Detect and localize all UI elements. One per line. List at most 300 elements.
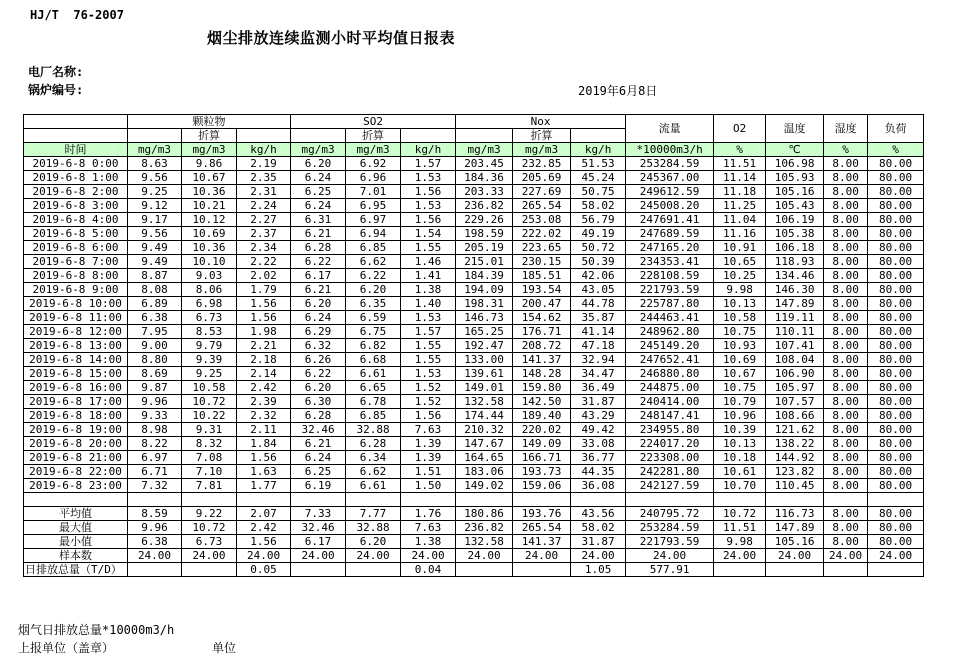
value-cell: 10.22 xyxy=(182,409,237,423)
time-cell: 2019-6-8 2:00 xyxy=(24,185,128,199)
value-cell: 10.25 xyxy=(714,269,766,283)
value-cell: 80.00 xyxy=(868,423,924,437)
value-cell: 6.24 xyxy=(291,199,346,213)
value-cell: 253.08 xyxy=(513,213,571,227)
value-cell: 49.42 xyxy=(571,423,626,437)
value-cell: 80.00 xyxy=(868,506,924,520)
value-cell: 8.53 xyxy=(182,325,237,339)
value-cell: 10.70 xyxy=(714,479,766,493)
unit-cell: mg/m3 xyxy=(346,143,401,157)
value-cell: 1.52 xyxy=(401,395,456,409)
value-cell: 193.76 xyxy=(513,506,571,520)
value-cell: 1.55 xyxy=(401,339,456,353)
value-cell: 2.42 xyxy=(237,520,291,534)
value-cell: 174.44 xyxy=(456,409,513,423)
value-cell: 225787.80 xyxy=(626,297,714,311)
value-cell: 6.82 xyxy=(346,339,401,353)
value-cell: 240414.00 xyxy=(626,395,714,409)
value-cell: 9.25 xyxy=(128,185,182,199)
value-cell: 253284.59 xyxy=(626,520,714,534)
value-cell: 80.00 xyxy=(868,227,924,241)
value-cell: 221793.59 xyxy=(626,534,714,548)
value-cell: 159.80 xyxy=(513,381,571,395)
value-cell: 10.75 xyxy=(714,325,766,339)
table-row xyxy=(24,283,924,297)
value-cell: 221793.59 xyxy=(626,283,714,297)
value-cell: 50.39 xyxy=(571,255,626,269)
value-cell: 51.53 xyxy=(571,157,626,171)
summary-label: 样本数 xyxy=(24,548,128,562)
value-cell: 6.19 xyxy=(291,479,346,493)
value-cell: 24.00 xyxy=(714,548,766,562)
time-cell: 2019-6-8 0:00 xyxy=(24,157,128,171)
time-cell: 2019-6-8 16:00 xyxy=(24,381,128,395)
summary-row xyxy=(24,534,924,548)
value-cell: 2.34 xyxy=(237,241,291,255)
value-cell: 245008.20 xyxy=(626,199,714,213)
value-cell: 43.05 xyxy=(571,283,626,297)
value-cell: 2.31 xyxy=(237,185,291,199)
value-cell: 106.90 xyxy=(766,367,824,381)
value-cell: 6.35 xyxy=(346,297,401,311)
value-cell: 222.02 xyxy=(513,227,571,241)
value-cell: 1.53 xyxy=(401,199,456,213)
table-row xyxy=(24,395,924,409)
time-cell: 2019-6-8 9:00 xyxy=(24,283,128,297)
value-cell: 193.54 xyxy=(513,283,571,297)
unit-cell: mg/m3 xyxy=(182,143,237,157)
group-header-so2: SO2 xyxy=(291,115,456,129)
value-cell: 1.56 xyxy=(401,185,456,199)
value-cell: 148.28 xyxy=(513,367,571,381)
empty-cell xyxy=(456,129,513,143)
value-cell xyxy=(128,562,182,576)
value-cell: 80.00 xyxy=(868,241,924,255)
value-cell: 80.00 xyxy=(868,297,924,311)
header-row-units xyxy=(24,143,924,157)
value-cell: 31.87 xyxy=(571,534,626,548)
value-cell: 6.73 xyxy=(182,311,237,325)
value-cell: 10.10 xyxy=(182,255,237,269)
value-cell xyxy=(513,562,571,576)
unit-cell: % xyxy=(714,143,766,157)
value-cell: 8.00 xyxy=(824,227,868,241)
value-cell: 8.00 xyxy=(824,269,868,283)
value-cell: 8.00 xyxy=(824,339,868,353)
value-cell: 6.25 xyxy=(291,185,346,199)
value-cell: 7.81 xyxy=(182,479,237,493)
empty-cell xyxy=(714,493,766,507)
value-cell: 105.16 xyxy=(766,534,824,548)
value-cell: 10.39 xyxy=(714,423,766,437)
unit-cell: mg/m3 xyxy=(456,143,513,157)
value-cell: 6.97 xyxy=(346,213,401,227)
value-cell: 6.92 xyxy=(346,157,401,171)
time-cell: 2019-6-8 21:00 xyxy=(24,451,128,465)
value-cell: 50.75 xyxy=(571,185,626,199)
value-cell: 10.58 xyxy=(714,311,766,325)
value-cell: 6.26 xyxy=(291,353,346,367)
value-cell: 8.00 xyxy=(824,325,868,339)
plant-name-label: 电厂名称: xyxy=(28,65,84,79)
empty-cell xyxy=(24,129,128,143)
value-cell xyxy=(182,562,237,576)
value-cell: 184.36 xyxy=(456,171,513,185)
value-cell: 106.19 xyxy=(766,213,824,227)
value-cell: 2.37 xyxy=(237,227,291,241)
value-cell: 10.65 xyxy=(714,255,766,269)
table-row xyxy=(24,241,924,255)
empty-cell xyxy=(766,493,824,507)
value-cell: 7.63 xyxy=(401,423,456,437)
value-cell: 7.95 xyxy=(128,325,182,339)
value-cell: 6.21 xyxy=(291,227,346,241)
value-cell: 2.19 xyxy=(237,157,291,171)
value-cell: 6.94 xyxy=(346,227,401,241)
time-cell: 2019-6-8 12:00 xyxy=(24,325,128,339)
time-cell: 2019-6-8 5:00 xyxy=(24,227,128,241)
value-cell: 8.00 xyxy=(824,297,868,311)
unit-label: 单位 xyxy=(212,641,237,655)
value-cell: 116.73 xyxy=(766,506,824,520)
unit-cell: kg/h xyxy=(237,143,291,157)
value-cell: 2.39 xyxy=(237,395,291,409)
value-cell: 44.78 xyxy=(571,297,626,311)
value-cell: 8.98 xyxy=(128,423,182,437)
value-cell: 2.35 xyxy=(237,171,291,185)
value-cell: 8.00 xyxy=(824,479,868,493)
value-cell: 133.00 xyxy=(456,353,513,367)
value-cell: 141.37 xyxy=(513,353,571,367)
value-cell: 10.72 xyxy=(182,520,237,534)
empty-cell xyxy=(626,493,714,507)
value-cell: 149.01 xyxy=(456,381,513,395)
value-cell: 11.16 xyxy=(714,227,766,241)
value-cell xyxy=(346,562,401,576)
value-cell: 6.85 xyxy=(346,409,401,423)
value-cell: 8.69 xyxy=(128,367,182,381)
header-row-groups xyxy=(24,115,924,129)
summary-row xyxy=(24,548,924,562)
value-cell: 6.28 xyxy=(291,241,346,255)
value-cell: 8.00 xyxy=(824,506,868,520)
value-cell: 9.96 xyxy=(128,520,182,534)
empty-cell xyxy=(868,493,924,507)
empty-cell xyxy=(513,493,571,507)
value-cell: 9.49 xyxy=(128,241,182,255)
empty-cell xyxy=(571,493,626,507)
value-cell: 2.27 xyxy=(237,213,291,227)
time-cell: 2019-6-8 6:00 xyxy=(24,241,128,255)
time-cell: 2019-6-8 20:00 xyxy=(24,437,128,451)
time-cell: 2019-6-8 4:00 xyxy=(24,213,128,227)
value-cell: 80.00 xyxy=(868,437,924,451)
table-row xyxy=(24,451,924,465)
value-cell: 8.06 xyxy=(182,283,237,297)
empty-cell xyxy=(456,493,513,507)
value-cell: 80.00 xyxy=(868,269,924,283)
value-cell: 105.16 xyxy=(766,185,824,199)
time-cell: 2019-6-8 8:00 xyxy=(24,269,128,283)
time-cell: 2019-6-8 13:00 xyxy=(24,339,128,353)
value-cell: 7.63 xyxy=(401,520,456,534)
value-cell: 9.17 xyxy=(128,213,182,227)
value-cell: 32.46 xyxy=(291,520,346,534)
time-cell: 2019-6-8 3:00 xyxy=(24,199,128,213)
value-cell: 248962.80 xyxy=(626,325,714,339)
value-cell: 105.43 xyxy=(766,199,824,213)
unit-cell: *10000m3/h xyxy=(626,143,714,157)
value-cell: 1.52 xyxy=(401,381,456,395)
unit-cell: mg/m3 xyxy=(128,143,182,157)
value-cell: 8.00 xyxy=(824,534,868,548)
value-cell: 215.01 xyxy=(456,255,513,269)
value-cell: 1.41 xyxy=(401,269,456,283)
value-cell: 203.45 xyxy=(456,157,513,171)
value-cell: 106.18 xyxy=(766,241,824,255)
value-cell: 7.77 xyxy=(346,506,401,520)
value-cell: 123.82 xyxy=(766,465,824,479)
value-cell: 6.31 xyxy=(291,213,346,227)
value-cell: 9.49 xyxy=(128,255,182,269)
value-cell: 1.05 xyxy=(571,562,626,576)
value-cell: 10.67 xyxy=(714,367,766,381)
value-cell: 1.53 xyxy=(401,367,456,381)
value-cell: 6.32 xyxy=(291,339,346,353)
value-cell: 8.00 xyxy=(824,255,868,269)
value-cell: 80.00 xyxy=(868,409,924,423)
table-row xyxy=(24,325,924,339)
value-cell: 2.02 xyxy=(237,269,291,283)
value-cell: 200.47 xyxy=(513,297,571,311)
value-cell: 24.00 xyxy=(346,548,401,562)
table-row xyxy=(24,311,924,325)
value-cell xyxy=(824,562,868,576)
value-cell: 6.96 xyxy=(346,171,401,185)
value-cell: 1.39 xyxy=(401,451,456,465)
value-cell: 236.82 xyxy=(456,520,513,534)
summary-label: 最大值 xyxy=(24,520,128,534)
value-cell: 10.36 xyxy=(182,185,237,199)
time-cell: 2019-6-8 23:00 xyxy=(24,479,128,493)
value-cell: 8.00 xyxy=(824,465,868,479)
value-cell: 9.33 xyxy=(128,409,182,423)
value-cell: 10.18 xyxy=(714,451,766,465)
value-cell: 10.58 xyxy=(182,381,237,395)
table-row xyxy=(24,465,924,479)
value-cell: 110.45 xyxy=(766,479,824,493)
value-cell: 6.29 xyxy=(291,325,346,339)
value-cell: 1.56 xyxy=(237,311,291,325)
value-cell: 6.28 xyxy=(346,437,401,451)
value-cell: 9.98 xyxy=(714,534,766,548)
table-row xyxy=(24,255,924,269)
summary-label: 最小值 xyxy=(24,534,128,548)
value-cell: 108.04 xyxy=(766,353,824,367)
time-cell: 2019-6-8 15:00 xyxy=(24,367,128,381)
table-row xyxy=(24,199,924,213)
value-cell: 10.75 xyxy=(714,381,766,395)
value-cell: 265.54 xyxy=(513,520,571,534)
value-cell: 189.40 xyxy=(513,409,571,423)
value-cell: 1.63 xyxy=(237,465,291,479)
value-cell: 6.62 xyxy=(346,465,401,479)
value-cell: 7.33 xyxy=(291,506,346,520)
empty-cell xyxy=(24,115,128,129)
table-row xyxy=(24,157,924,171)
table-row xyxy=(24,437,924,451)
value-cell: 227.69 xyxy=(513,185,571,199)
value-cell: 1.56 xyxy=(237,297,291,311)
value-cell: 6.20 xyxy=(291,381,346,395)
value-cell: 229.26 xyxy=(456,213,513,227)
value-cell: 10.91 xyxy=(714,241,766,255)
value-cell: 6.17 xyxy=(291,269,346,283)
value-cell: 2.14 xyxy=(237,367,291,381)
value-cell: 7.10 xyxy=(182,465,237,479)
value-cell: 147.67 xyxy=(456,437,513,451)
value-cell: 1.53 xyxy=(401,171,456,185)
value-cell xyxy=(714,562,766,576)
table-row xyxy=(24,227,924,241)
value-cell: 44.35 xyxy=(571,465,626,479)
value-cell: 9.56 xyxy=(128,227,182,241)
value-cell: 36.77 xyxy=(571,451,626,465)
value-cell: 24.00 xyxy=(824,548,868,562)
value-cell: 6.34 xyxy=(346,451,401,465)
value-cell: 165.25 xyxy=(456,325,513,339)
value-cell: 80.00 xyxy=(868,534,924,548)
value-cell: 1.84 xyxy=(237,437,291,451)
value-cell: 41.14 xyxy=(571,325,626,339)
value-cell: 118.93 xyxy=(766,255,824,269)
value-cell: 24.00 xyxy=(401,548,456,562)
value-cell: 9.22 xyxy=(182,506,237,520)
value-cell: 80.00 xyxy=(868,185,924,199)
value-cell: 1.76 xyxy=(401,506,456,520)
value-cell: 6.85 xyxy=(346,241,401,255)
value-cell: 10.72 xyxy=(714,506,766,520)
value-cell: 8.00 xyxy=(824,451,868,465)
value-cell: 9.56 xyxy=(128,171,182,185)
flow-header: 流量 xyxy=(626,115,714,143)
value-cell: 11.25 xyxy=(714,199,766,213)
value-cell: 9.31 xyxy=(182,423,237,437)
value-cell: 80.00 xyxy=(868,353,924,367)
value-cell: 11.14 xyxy=(714,171,766,185)
value-cell: 8.00 xyxy=(824,199,868,213)
time-cell: 2019-6-8 18:00 xyxy=(24,409,128,423)
value-cell: 166.71 xyxy=(513,451,571,465)
value-cell: 244875.00 xyxy=(626,381,714,395)
value-cell: 1.77 xyxy=(237,479,291,493)
unit-cell: kg/h xyxy=(571,143,626,157)
boiler-no-label: 锅炉编号: xyxy=(28,83,84,97)
empty-cell xyxy=(401,129,456,143)
value-cell: 8.32 xyxy=(182,437,237,451)
value-cell: 6.75 xyxy=(346,325,401,339)
value-cell: 11.18 xyxy=(714,185,766,199)
value-cell: 234353.41 xyxy=(626,255,714,269)
table-row xyxy=(24,423,924,437)
empty-cell xyxy=(237,493,291,507)
monitoring-table xyxy=(23,114,924,577)
value-cell: 248147.41 xyxy=(626,409,714,423)
empty-cell xyxy=(128,129,182,143)
value-cell: 1.39 xyxy=(401,437,456,451)
value-cell: 6.89 xyxy=(128,297,182,311)
value-cell: 6.17 xyxy=(291,534,346,548)
value-cell: 242127.59 xyxy=(626,479,714,493)
value-cell: 2.32 xyxy=(237,409,291,423)
summary-row xyxy=(24,506,924,520)
value-cell: 192.47 xyxy=(456,339,513,353)
empty-cell xyxy=(291,493,346,507)
group-header-particulate: 颗粒物 xyxy=(128,115,291,129)
load-header: 负荷 xyxy=(868,115,924,143)
value-cell: 154.62 xyxy=(513,311,571,325)
value-cell: 10.12 xyxy=(182,213,237,227)
value-cell: 6.21 xyxy=(291,437,346,451)
value-cell: 205.69 xyxy=(513,171,571,185)
value-cell: 208.72 xyxy=(513,339,571,353)
value-cell: 105.38 xyxy=(766,227,824,241)
summary-label: 平均值 xyxy=(24,506,128,520)
value-cell: 9.87 xyxy=(128,381,182,395)
value-cell: 198.59 xyxy=(456,227,513,241)
time-cell: 2019-6-8 22:00 xyxy=(24,465,128,479)
unit-cell: % xyxy=(868,143,924,157)
value-cell: 1.56 xyxy=(237,451,291,465)
value-cell: 176.71 xyxy=(513,325,571,339)
table-row xyxy=(24,171,924,185)
value-cell: 80.00 xyxy=(868,157,924,171)
value-cell: 43.56 xyxy=(571,506,626,520)
value-cell: 10.93 xyxy=(714,339,766,353)
table-row xyxy=(24,185,924,199)
value-cell: 8.00 xyxy=(824,185,868,199)
value-cell: 147.89 xyxy=(766,520,824,534)
time-cell: 2019-6-8 10:00 xyxy=(24,297,128,311)
value-cell: 10.13 xyxy=(714,437,766,451)
group-header-nox: Nox xyxy=(456,115,626,129)
value-cell: 10.79 xyxy=(714,395,766,409)
value-cell: 236.82 xyxy=(456,199,513,213)
value-cell: 149.02 xyxy=(456,479,513,493)
value-cell: 24.00 xyxy=(766,548,824,562)
empty-cell xyxy=(182,493,237,507)
value-cell: 265.54 xyxy=(513,199,571,213)
value-cell: 6.22 xyxy=(346,269,401,283)
converted-label: 折算 xyxy=(346,129,401,143)
value-cell: 80.00 xyxy=(868,451,924,465)
value-cell: 146.73 xyxy=(456,311,513,325)
empty-cell xyxy=(237,129,291,143)
value-cell: 1.51 xyxy=(401,465,456,479)
value-cell: 8.00 xyxy=(824,409,868,423)
table-row xyxy=(24,269,924,283)
value-cell: 8.00 xyxy=(824,311,868,325)
value-cell: 240795.72 xyxy=(626,506,714,520)
value-cell: 6.22 xyxy=(291,367,346,381)
value-cell: 134.46 xyxy=(766,269,824,283)
value-cell: 80.00 xyxy=(868,465,924,479)
value-cell: 8.00 xyxy=(824,241,868,255)
value-cell: 1.55 xyxy=(401,241,456,255)
value-cell: 11.04 xyxy=(714,213,766,227)
value-cell: 8.00 xyxy=(824,423,868,437)
value-cell: 146.30 xyxy=(766,283,824,297)
